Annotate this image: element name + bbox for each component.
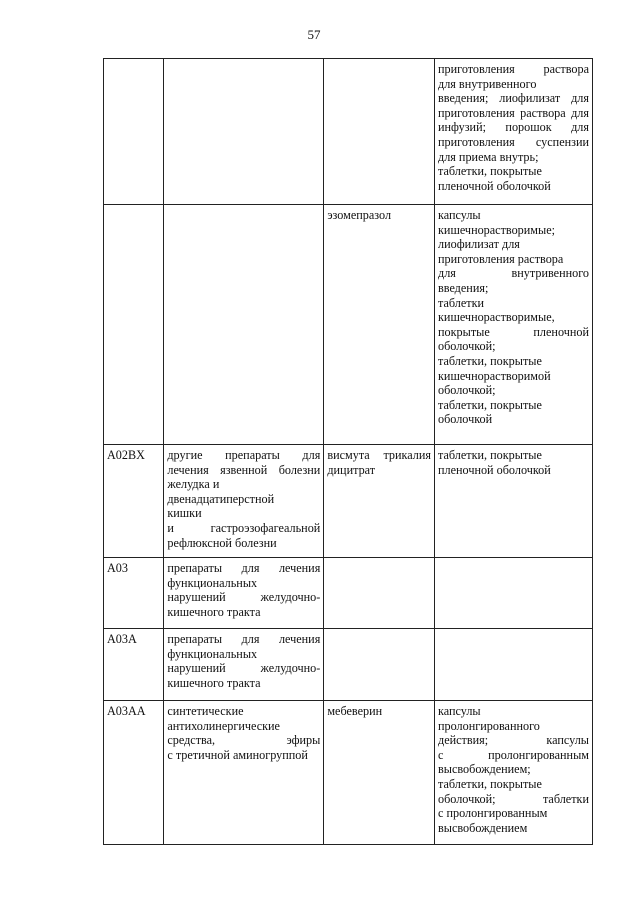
cell-text-line: пленочной оболочкой	[438, 178, 551, 193]
page-number: 57	[307, 27, 321, 42]
table-row	[104, 701, 593, 845]
cell-text-line: введения; лиофилизат для	[438, 91, 589, 106]
cell-text-line: высвобождением	[438, 820, 528, 835]
dosage-form-cell	[435, 205, 593, 445]
cell-text-line: оболочкой	[438, 412, 493, 427]
cell-text-line: таблетки, покрытые	[438, 776, 542, 791]
drug-name-cell	[324, 205, 435, 445]
cell-text-line: двенадцатиперстной	[167, 491, 275, 506]
cell-text-line: кишки	[167, 506, 202, 521]
drug-name-cell	[324, 445, 435, 558]
cell-text-line: для внутривенного	[438, 266, 589, 281]
atc-code-cell	[104, 59, 164, 205]
cell-text-line: A03A	[107, 632, 137, 646]
cell-text-line: A03	[107, 561, 128, 575]
cell-text-line: мебеверин	[327, 704, 383, 718]
drug-name-cell	[324, 59, 435, 205]
cell-text-line: приготовления суспензии	[438, 134, 589, 149]
table-row	[104, 558, 593, 629]
table-row	[104, 205, 593, 445]
cell-text-line: антихолинергические	[167, 718, 280, 733]
cell-text-line: покрытые пленочной	[438, 324, 589, 339]
atc-code-cell	[104, 701, 164, 845]
cell-text-line: препараты для лечения	[167, 561, 321, 575]
cell-text-line: эзомепразол	[327, 208, 392, 222]
cell-text-line: кишечнорастворимые;	[438, 222, 555, 237]
cell-text-line: оболочкой; таблетки	[438, 791, 589, 806]
cell-text-line: таблетки, покрытые	[438, 353, 542, 368]
cell-text-line: таблетки, покрытые	[438, 164, 542, 179]
cell-text-line: средства, эфиры	[167, 733, 321, 748]
cell-text-line: пленочной оболочкой	[438, 462, 551, 477]
cell-text-line: нарушений желудочно-	[167, 661, 321, 676]
cell-text-line: приготовления раствора	[438, 62, 589, 76]
cell-text-line: кишечного тракта	[167, 604, 261, 619]
cell-text-line: препараты для лечения	[167, 632, 321, 646]
cell-text-line: и гастроэзофагеальной	[167, 520, 321, 535]
anatomical-group-cell	[164, 205, 324, 445]
cell-text-line: таблетки, покрытые	[438, 448, 542, 462]
dosage-form-cell	[435, 59, 593, 205]
cell-text-line: таблетки	[438, 295, 485, 310]
anatomical-group-cell	[164, 701, 324, 845]
table-body	[104, 59, 593, 845]
cell-text-line: действия; капсулы	[438, 733, 589, 748]
cell-text-line: пролонгированного	[438, 718, 540, 733]
drug-classification-table	[103, 58, 593, 845]
cell-text-line: приготовления раствора для	[438, 105, 589, 120]
cell-text-line: для внутривенного	[438, 76, 537, 91]
cell-text-line: A03AA	[107, 704, 146, 718]
cell-text-line: оболочкой;	[438, 339, 496, 354]
dosage-form-cell	[435, 445, 593, 558]
cell-text-line: кишечнорастворимой	[438, 368, 551, 383]
cell-text-line: функциональных	[167, 575, 258, 590]
dosage-form-cell	[435, 701, 593, 845]
cell-text-line: капсулы	[438, 704, 481, 718]
cell-text-line: нарушений желудочно-	[167, 590, 321, 605]
cell-text-line: дицитрат	[327, 462, 376, 477]
drug-name-cell	[324, 558, 435, 629]
anatomical-group-cell	[164, 445, 324, 558]
cell-text-line: другие препараты для	[167, 448, 321, 462]
dosage-form-cell	[435, 558, 593, 629]
cell-text-line: кишечнорастворимые,	[438, 310, 555, 325]
cell-text-line: функциональных	[167, 646, 258, 661]
cell-text-line: капсулы	[438, 208, 481, 222]
cell-text-line: с третичной аминогруппой	[167, 747, 308, 762]
cell-text-line: с пролонгированным	[438, 747, 589, 762]
atc-code-cell	[104, 629, 164, 701]
anatomical-group-cell	[164, 59, 324, 205]
cell-text-line: высвобождением;	[438, 762, 531, 777]
cell-text-line: для приема внутрь;	[438, 149, 539, 164]
drug-name-cell	[324, 629, 435, 701]
table-row	[104, 629, 593, 701]
drug-name-cell	[324, 701, 435, 845]
cell-text-line: A02BX	[107, 448, 145, 462]
atc-code-cell	[104, 205, 164, 445]
cell-text-line: синтетические	[167, 704, 244, 718]
atc-code-cell	[104, 558, 164, 629]
cell-text-line: желудка и	[167, 477, 220, 492]
cell-text-line: инфузий; порошок для	[438, 120, 589, 135]
dosage-form-cell	[435, 629, 593, 701]
cell-text-line: висмута трикалия	[327, 448, 431, 462]
atc-code-cell	[104, 445, 164, 558]
cell-text-line: лечения язвенной болезни	[167, 462, 321, 477]
cell-text-line: введения;	[438, 280, 489, 295]
table-row	[104, 445, 593, 558]
cell-text-line: приготовления раствора	[438, 251, 564, 266]
cell-text-line: кишечного тракта	[167, 675, 261, 690]
cell-text-line: таблетки, покрытые	[438, 397, 542, 412]
table-row	[104, 59, 593, 205]
cell-text-line: оболочкой;	[438, 383, 496, 398]
cell-text-line: с пролонгированным	[438, 806, 548, 821]
cell-text-line: лиофилизат для	[438, 237, 520, 252]
anatomical-group-cell	[164, 629, 324, 701]
cell-text-line: рефлюксной болезни	[167, 535, 277, 550]
anatomical-group-cell	[164, 558, 324, 629]
